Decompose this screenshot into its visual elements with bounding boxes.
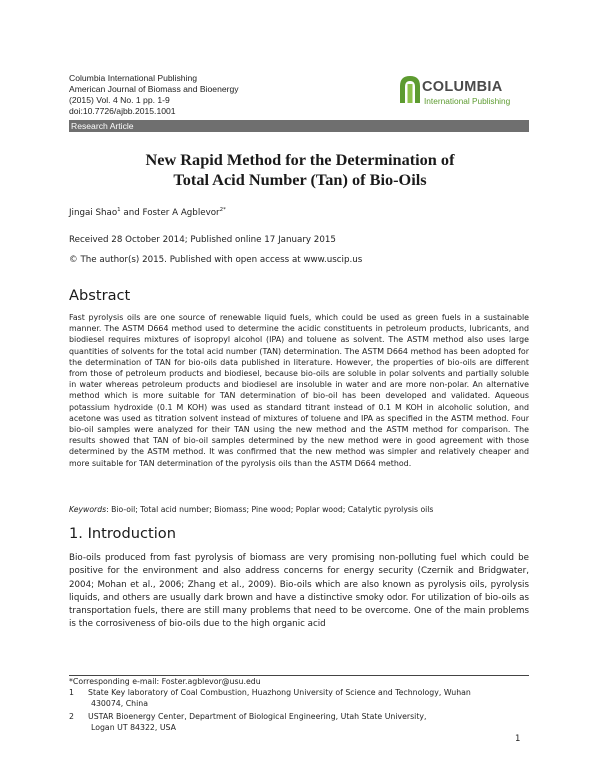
paper-title-line1: New Rapid Method for the Determination of	[145, 150, 455, 169]
paper-title	[0, 150, 600, 190]
keywords-text: : Bio-oil; Total acid number; Biomass; Pine wood; Poplar wood; Catalytic pyrolysis oils	[106, 505, 434, 514]
footnote-2-line1: USTAR Bioenergy Center, Department of Biological Engineering, Utah State University,	[88, 712, 427, 721]
copyright-notice: © The author(s) 2015. Published with open access at www.uscip.us	[69, 255, 363, 265]
footnote-1-line2: 430074, China	[91, 699, 148, 708]
footnote-divider	[69, 675, 529, 676]
footnote-1-number: 1	[69, 688, 74, 697]
doi-link[interactable]: doi:10.7726/ajbb.2015.1001	[69, 106, 176, 116]
corresponding-email: *Corresponding e-mail: Foster.agblevor@usu.edu	[69, 677, 261, 686]
author-2: Foster A Agblevor	[142, 207, 220, 218]
footnote-1-line1: State Key laboratory of Coal Combustion, Huazhong University of Science and Technology, Wuhan	[88, 688, 471, 697]
footnote-2-line2: Logan UT 84322, USA	[91, 723, 176, 732]
received-published-dates: Received 28 October 2014; Published online 17 January 2015	[69, 235, 336, 245]
journal-name: American Journal of Biomass and Bioenergy	[69, 84, 239, 94]
publisher-name: Columbia International Publishing	[69, 73, 198, 83]
logo-name: COLUMBIA	[422, 79, 503, 95]
author-2-mark: 2*	[219, 207, 226, 213]
author-1: Jingai Shao	[69, 207, 118, 218]
article-type-label: Research Article	[71, 121, 134, 131]
author-list	[69, 207, 226, 218]
columbia-arch-icon	[398, 74, 422, 104]
keywords-label: Keywords	[69, 505, 107, 514]
article-type-bar	[69, 120, 529, 132]
author-1-mark: 1	[117, 207, 121, 213]
logo-subtitle: International Publishing	[424, 96, 511, 106]
paper-title-line2: Total Acid Number (Tan) of Bio-Oils	[173, 170, 427, 189]
author-connector: and	[120, 207, 143, 218]
page-number: 1	[515, 734, 521, 744]
journal-volume: (2015) Vol. 4 No. 1 pp. 1-9	[69, 95, 170, 105]
abstract-text: Fast pyrolysis oils are one source of renewable liquid fuels, which could be used as green fuels in a sustainable manner. The ASTM D664 method used to determine the acidic constituents in petroleum products, lubricants, and biodiesel requires mixtures of isopropyl alcohol (IPA) and toluene as solvent. The ASTM method also uses large quantities of solvents for the total acid number (TAN) determination. The ASTM D664 method has been adopted for the determination of TAN for bio-oils data published in literature. However, the properties of bio-oils are different from those of petroleum products and biodiesel, because bio-oils are soluble in polar solvents and partially soluble in water whereas petroleum products and biodiesel are insoluble in water and are more non-polar. An alternative method which is more suitable for TAN determination of bio-oil has been developed and validated. Aqueous potassium hydroxide (0.1 M KOH) was used as standard titrant instead of 0.1 M KOH in alcoholic solution, and acetone was used as titration solvent instead of mixtures of toluene and IPA as specified in the ASTM method. Four bio-oil samples were analyzed for their TAN using the new method and the ASTM method for comparison. The results showed that TAN of bio-oil samples determined by the new method were in good agreement with those determined by the ASTM method. It was confirmed that the new method was simpler and relatively cheaper and more suitable for TAN determination of the pyrolysis oils than the ASTM D664 method.	[69, 313, 529, 468]
introduction-heading: 1. Introduction	[69, 525, 176, 542]
keywords	[69, 505, 529, 514]
abstract-heading: Abstract	[69, 287, 131, 304]
footnote-2-number: 2	[69, 712, 74, 721]
introduction-text: Bio-oils produced from fast pyrolysis of biomass are very promising non-polluting fuel which could be positive for the environment and also address concerns for energy security (Czernik and Bridgwater, 2004; Mohan et al., 2006; Zhang et al., 2009). Bio-oils which are also known as pyrolysis oils, pyrolysis liquids, and others are usually dark brown and have a distinctive smoky odor. For utilization of bio-oils as transportation fuels, there are still many problems that need to be overcome. One of the main problems is the corrosiveness of bio-oils due to the high organic acid	[69, 553, 529, 630]
